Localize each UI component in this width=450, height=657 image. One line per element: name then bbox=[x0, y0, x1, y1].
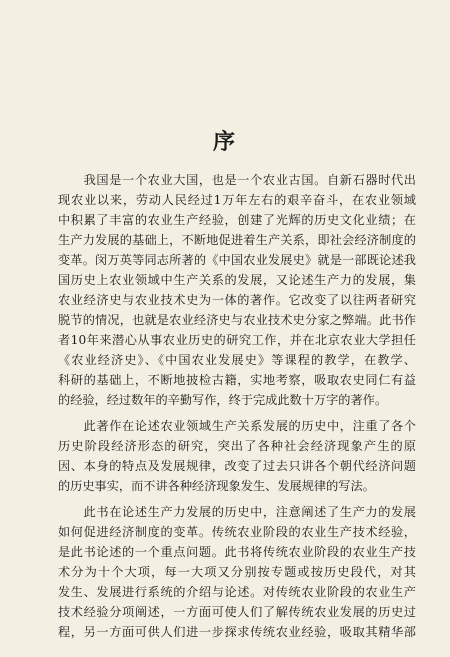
text-line: 是此书论述的一个重点问题。此书将传统农业阶段的农业生产技 bbox=[58, 545, 416, 559]
text-line: 程，另一方面可供人们进一步探求传统农业经验，吸取其精华部 bbox=[58, 625, 416, 639]
text-line: 中积累了丰富的农业生产经验，创建了光辉的历史文化业绩；在 bbox=[58, 213, 416, 227]
text-line: 的历史事实，而不讲各种经济现象发生、发展规律的写法。 bbox=[58, 479, 375, 493]
text-line: 者10年来潜心从事农业历史的研究工作，并在北京农业大学担任 bbox=[58, 333, 416, 347]
text-line: 我国是一个农业大国，也是一个农业古国。自新石器时代出 bbox=[58, 173, 416, 187]
text-line: 脱节的情况，也就是农业经济史与农业技术史分家之弊端。此书作 bbox=[58, 313, 416, 327]
text-line: 历史阶段经济形态的研究，突出了各种社会经济现象产生的原 bbox=[58, 439, 416, 453]
text-line: 如何促进经济制度的变革。传统农业阶段的农业生产技术经验， bbox=[58, 525, 416, 539]
text-line: 变革。闵万英等同志所著的《中国农业发展史》就是一部既论述我 bbox=[58, 253, 416, 267]
paragraph-3 bbox=[58, 502, 416, 642]
text-line: 此著作在论述农业领域生产关系发展的历史中，注重了各个 bbox=[58, 419, 416, 433]
preface-body bbox=[58, 170, 416, 642]
text-line: 发生、发展进行系统的介绍与论述。对传统农业阶段的农业生产 bbox=[58, 585, 416, 599]
page-title: 序 bbox=[212, 130, 237, 155]
text-line: 生产力发展的基础上，不断地促进着生产关系，即社会经济制度的 bbox=[58, 233, 416, 247]
text-line: 农业经济史与农业技术史为一体的著作。它改变了以往两者研究 bbox=[58, 293, 416, 307]
text-line: 因、本身的特点及发展规律，改变了过去只讲各个朝代经济问题 bbox=[58, 459, 416, 473]
text-line: 现农业以来，劳动人民经过1万年左右的艰辛奋斗，在农业领域 bbox=[58, 193, 416, 207]
text-line: 《农业经济史》、《中国农业发展史》等课程的教学，在教学、 bbox=[58, 353, 416, 367]
paragraph-2 bbox=[58, 416, 416, 496]
text-line: 科研的基础上，不断地披检古籍，实地考察，吸取农史同仁有益 bbox=[58, 373, 416, 387]
text-line: 此书在论述生产力发展的历史中，注意阐述了生产力的发展 bbox=[58, 505, 416, 519]
text-line: 术分为十个大项，每一大项又分别按专题或按历史段代，对其 bbox=[58, 565, 416, 579]
paragraph-1 bbox=[58, 170, 416, 410]
text-line: 国历史上农业领域中生产关系的发展，又论述生产力的发展，集 bbox=[58, 273, 416, 287]
text-line: 的经验，经过数年的辛勤写作，终于完成此数十万字的著作。 bbox=[58, 393, 388, 407]
text-line: 技术经验分项阐述，一方面可使人们了解传统农业发展的历史过 bbox=[58, 605, 416, 619]
